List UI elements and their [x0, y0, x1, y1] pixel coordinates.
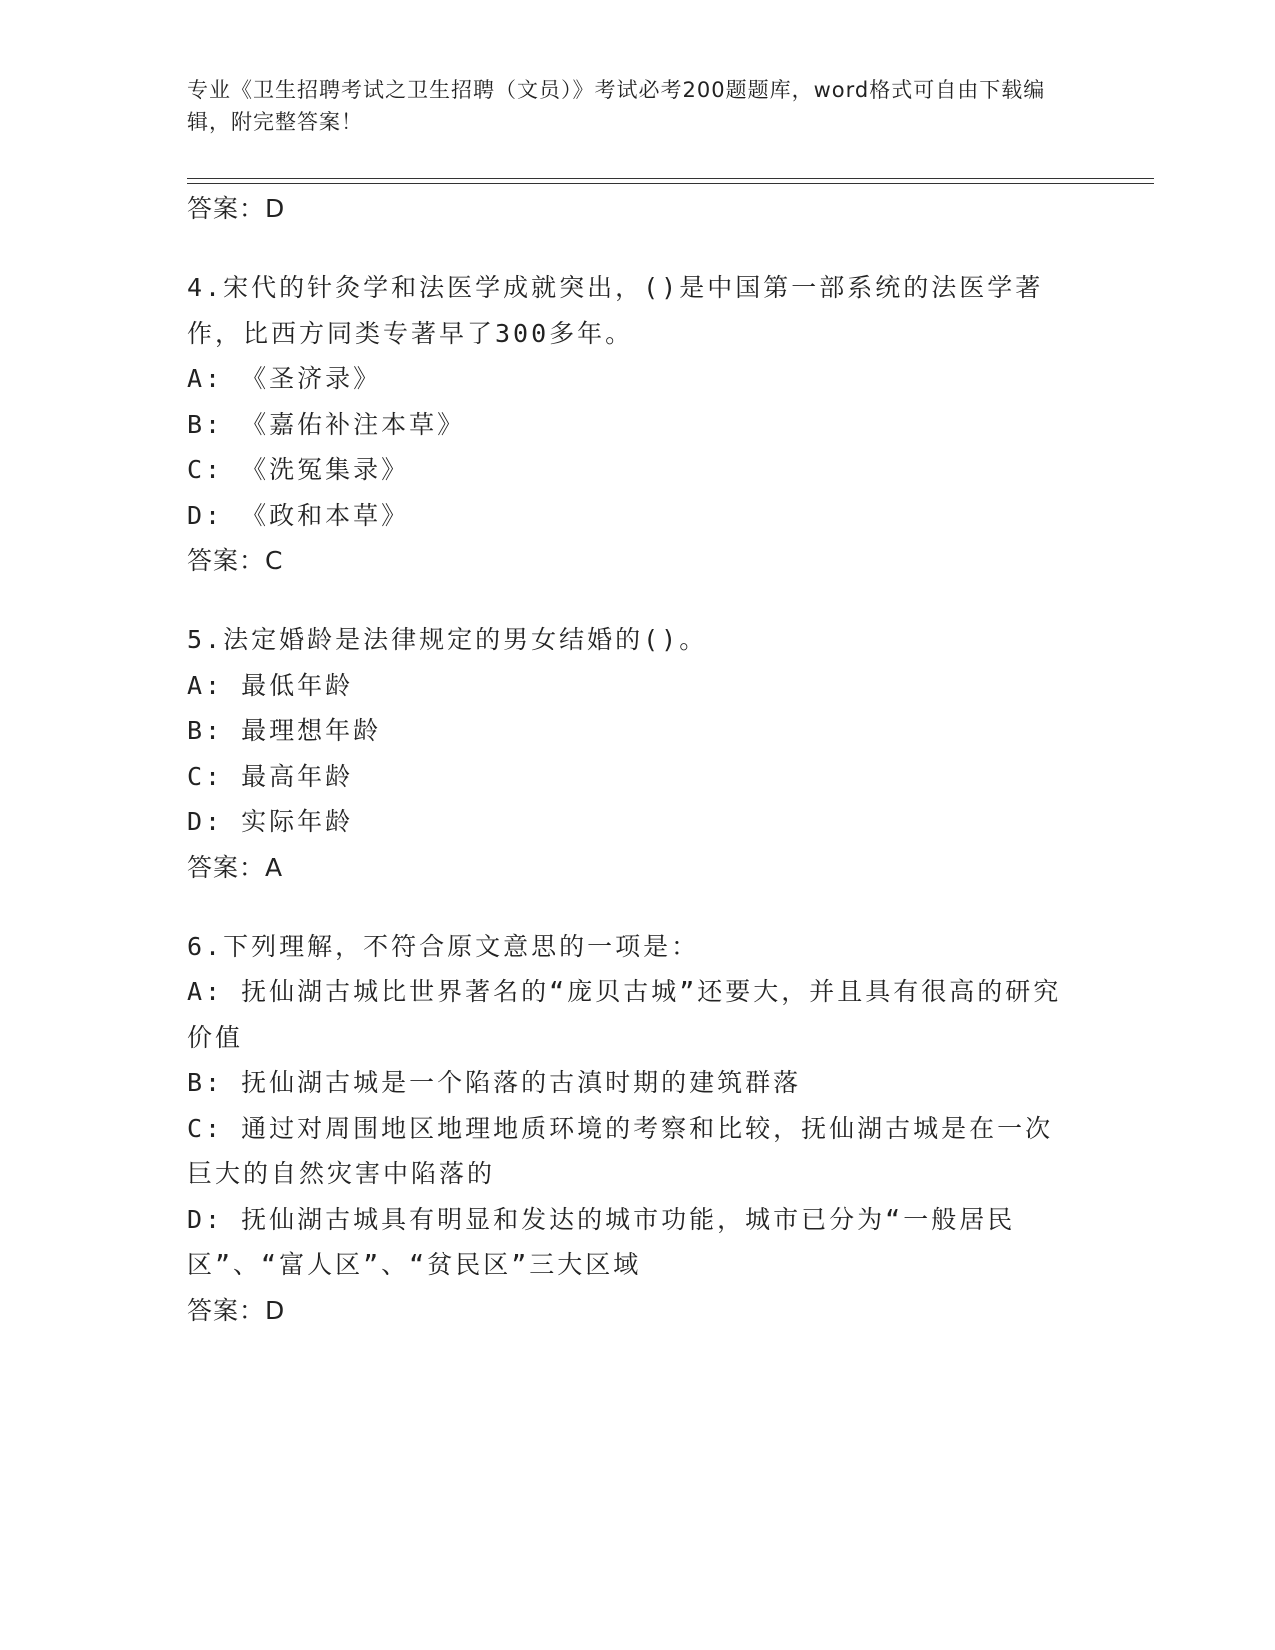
spacer	[187, 584, 1087, 617]
header-rule-bottom	[187, 183, 1154, 184]
option-c: C: 《洗冤集录》	[187, 455, 410, 484]
option-a: A: 抚仙湖古城比世界著名的“庞贝古城”还要大，并且具有很高的研究价值	[187, 977, 1062, 1052]
question-stem: 6.下列理解，不符合原文意思的一项是：	[187, 931, 700, 961]
question-answer: 答案：C	[187, 546, 284, 575]
option-b: B: 抚仙湖古城是一个陷落的古滇时期的建筑群落	[187, 1068, 802, 1097]
option-b: B: 最理想年龄	[187, 716, 382, 745]
header-rule-top	[187, 178, 1154, 179]
option-d: D: 实际年龄	[187, 807, 354, 836]
question-6	[187, 924, 1087, 1334]
question-answer: 答案：D	[187, 1295, 286, 1325]
option-b: B: 《嘉佑补注本草》	[187, 409, 466, 439]
option-c: C: 最高年龄	[187, 761, 354, 791]
option-c: C: 通过对周围地区地理地质环境的考察和比较，抚仙湖古城是在一次巨大的自然灾害中陷落的	[187, 1113, 1054, 1188]
spacer	[187, 232, 1087, 265]
question-5	[187, 617, 1087, 891]
option-d: D: 抚仙湖古城具有明显和发达的城市功能，城市已分为“一般居民区”、“富人区”、“贫民区”三大区域	[187, 1204, 1016, 1279]
question-stem: 5.法定婚龄是法律规定的男女结婚的()。	[187, 625, 708, 654]
option-a: A: 最低年龄	[187, 670, 354, 700]
spacer	[187, 891, 1087, 924]
question-answer: 答案：A	[187, 852, 284, 882]
question-4	[187, 265, 1087, 584]
page-header: 专业《卫生招聘考试之卫生招聘（文员）》考试必考200题题库，word格式可自由下载编辑，附完整答案！	[187, 78, 1046, 134]
question-stem: 4.宋代的针灸学和法医学成就突出，()是中国第一部系统的法医学著作，比西方同类专著早了300多年。	[187, 273, 1044, 348]
answer-prev-question: 答案：D	[187, 194, 286, 223]
option-d: D: 《政和本草》	[187, 500, 410, 530]
option-a: A: 《圣济录》	[187, 364, 382, 393]
question-list	[187, 186, 1087, 1334]
